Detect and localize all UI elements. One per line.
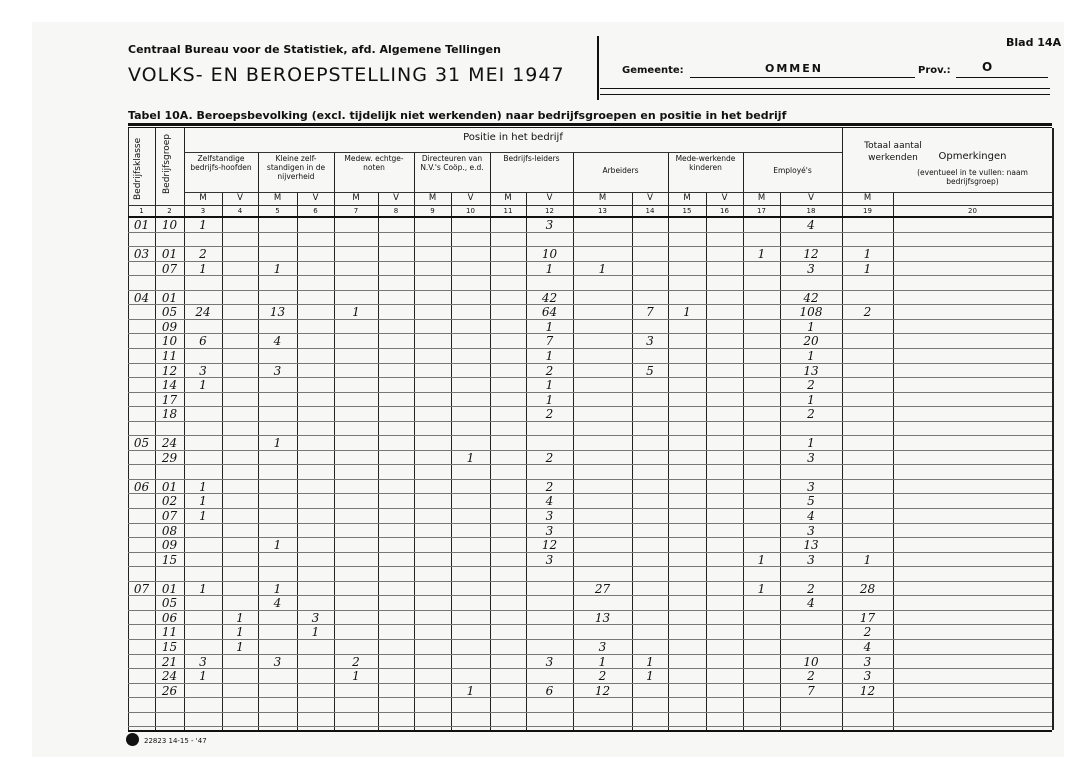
table-row-line bbox=[128, 493, 1052, 494]
table-cell: 3 bbox=[545, 552, 554, 567]
table-cell: 1 bbox=[545, 348, 554, 363]
table-cell: 3 bbox=[199, 654, 207, 669]
table-col-line bbox=[893, 192, 894, 730]
table-cell: 2 bbox=[807, 378, 815, 393]
bedrijfsklasse-header: Bedrijfsklasse bbox=[133, 137, 143, 200]
bedrijfsgroep-cell: 01 bbox=[161, 247, 178, 262]
table-cell: 7 bbox=[545, 334, 554, 349]
bedrijfsgroep-cell: 24 bbox=[161, 669, 178, 684]
col-number-11: 11 bbox=[503, 207, 513, 215]
bedrijfsklasse-cell: 05 bbox=[133, 436, 150, 451]
table-cell: 3 bbox=[199, 363, 207, 378]
table-cell: 1 bbox=[598, 261, 607, 276]
table-cell: 2 bbox=[863, 305, 872, 320]
table-cell: 2 bbox=[545, 450, 554, 465]
print-code: 22823 14-15 - '47 bbox=[144, 737, 207, 745]
col-number-5: 5 bbox=[275, 207, 280, 215]
table-cell: 1 bbox=[199, 509, 207, 523]
printer-seal-icon bbox=[126, 733, 139, 746]
form-title: VOLKS- EN BEROEPSTELLING 31 MEI 1947 bbox=[128, 64, 565, 86]
table-cell: 12 bbox=[803, 247, 819, 262]
table-cell: 1 bbox=[545, 319, 554, 334]
table-cell: 3 bbox=[545, 509, 554, 523]
col-number-2: 2 bbox=[167, 207, 172, 215]
bedrijfsklasse-cell: 07 bbox=[133, 581, 150, 596]
table-top-rule-thin bbox=[128, 127, 1052, 128]
bedrijfsgroep-cell: 02 bbox=[161, 494, 178, 509]
table-cell: 2 bbox=[545, 479, 554, 494]
mv-label-9: M bbox=[428, 193, 437, 203]
bedrijfsgroep-cell: 10 bbox=[161, 334, 178, 349]
table-right-border bbox=[1052, 128, 1054, 730]
table-row-line bbox=[128, 406, 1052, 407]
table-cell: 4 bbox=[273, 334, 282, 349]
table-cell: 2 bbox=[807, 407, 815, 422]
table-row-line bbox=[128, 712, 1052, 713]
bedrijfsgroep-cell: 10 bbox=[161, 218, 178, 232]
group-header-8: Employé's bbox=[773, 166, 812, 175]
mv-label-11: M bbox=[504, 193, 512, 203]
mv-label-7: M bbox=[352, 193, 360, 203]
table-cell: 3 bbox=[598, 639, 607, 654]
bedrijfsgroep-cell: 05 bbox=[161, 305, 178, 320]
table-cell: 1 bbox=[236, 639, 244, 654]
table-cell: 1 bbox=[199, 479, 207, 494]
table-cell: 1 bbox=[863, 261, 872, 276]
table-cell: 13 bbox=[803, 363, 819, 378]
table-cell: 1 bbox=[466, 683, 475, 698]
table-cell: 1 bbox=[757, 581, 766, 596]
col-number-19: 19 bbox=[863, 207, 872, 215]
table-cell: 1 bbox=[646, 654, 654, 669]
header-rule-positie bbox=[184, 152, 842, 153]
table-cell: 5 bbox=[807, 494, 815, 509]
table-cell: 1 bbox=[199, 581, 207, 596]
table-cell: 1 bbox=[199, 378, 207, 393]
table-cell: 1 bbox=[236, 625, 244, 640]
col-number-18: 18 bbox=[806, 207, 816, 215]
table-cell: 4 bbox=[273, 596, 282, 611]
table-row-line bbox=[128, 523, 1052, 524]
table-row-line bbox=[128, 566, 1052, 567]
gemeente-line bbox=[690, 77, 915, 78]
table-cell: 3 bbox=[273, 363, 282, 378]
prov-line bbox=[956, 77, 1048, 78]
bedrijfsgroep-cell: 08 bbox=[161, 523, 178, 538]
table-cell: 1 bbox=[863, 247, 872, 262]
table-col-line bbox=[378, 192, 379, 730]
col-number-12: 12 bbox=[545, 207, 554, 215]
table-cell: 12 bbox=[859, 683, 876, 698]
mv-label-5: M bbox=[273, 193, 282, 203]
table-row-line bbox=[128, 232, 1052, 233]
table-cell: 27 bbox=[594, 581, 611, 596]
table-cell: 3 bbox=[807, 261, 815, 276]
table-col-line bbox=[632, 192, 633, 730]
col-number-17: 17 bbox=[757, 207, 766, 215]
opmerkingen-sub: (eventueel in te vullen: naam bedrijfsgroep) bbox=[917, 168, 1028, 186]
table-cell: 1 bbox=[236, 610, 244, 625]
table-cell: 1 bbox=[352, 305, 360, 320]
table-cell: 1 bbox=[807, 392, 815, 407]
header-rule-2 bbox=[600, 94, 1050, 95]
header-rule-num bbox=[128, 205, 1052, 206]
table-cell: 1 bbox=[352, 669, 360, 684]
mv-label-4: V bbox=[237, 193, 243, 203]
table-cell: 4 bbox=[807, 509, 815, 523]
table-cell: 1 bbox=[466, 450, 475, 465]
gemeente-value: OMMEN bbox=[765, 62, 823, 75]
mv-label-10: V bbox=[467, 193, 474, 203]
table-cell: 13 bbox=[594, 610, 611, 625]
col-number-20: 20 bbox=[968, 207, 977, 215]
table-cell: 1 bbox=[807, 436, 815, 451]
bedrijfsgroep-cell: 05 bbox=[161, 596, 178, 611]
table-cell: 2 bbox=[545, 363, 554, 378]
bedrijfsklasse-cell: 04 bbox=[133, 290, 150, 305]
col-number-7: 7 bbox=[353, 207, 359, 215]
table-row-line bbox=[128, 421, 1052, 422]
bedrijfsgroep-cell: 15 bbox=[161, 552, 178, 567]
bedrijfsgroep-cell: 29 bbox=[161, 450, 178, 465]
mv-label-18: V bbox=[808, 193, 814, 203]
bedrijfsgroep-cell: 09 bbox=[161, 319, 178, 334]
col-number-15: 15 bbox=[682, 207, 692, 215]
table-cell: 2 bbox=[598, 669, 607, 684]
table-cell: 1 bbox=[757, 552, 766, 567]
table-cell: 1 bbox=[545, 392, 554, 407]
table-cell: 64 bbox=[541, 305, 558, 320]
table-bottom-rule bbox=[128, 730, 1052, 732]
table-cell: 3 bbox=[545, 654, 554, 669]
table-col-line bbox=[743, 152, 744, 730]
mv-label-14: V bbox=[647, 193, 653, 203]
bedrijfsgroep-header: Bedrijfsgroep bbox=[162, 134, 172, 194]
table-cell: 42 bbox=[803, 290, 819, 305]
table-col-line bbox=[490, 152, 491, 730]
table-cell: 1 bbox=[807, 348, 815, 363]
table-cell: 3 bbox=[545, 218, 554, 232]
col-number-8: 8 bbox=[393, 207, 399, 215]
table-cell: 1 bbox=[199, 261, 207, 276]
table-cell: 3 bbox=[311, 610, 320, 625]
table-cell: 1 bbox=[273, 436, 282, 451]
table-col-line bbox=[414, 152, 415, 730]
opmerkingen-header: Opmerkingen bbox=[938, 151, 1007, 162]
mv-label-13: M bbox=[598, 193, 607, 203]
table-cell: 6 bbox=[199, 334, 207, 349]
mv-label-15: M bbox=[683, 193, 691, 203]
col-number-3: 3 bbox=[200, 207, 206, 215]
table-row-line bbox=[128, 290, 1052, 291]
group-header-2: Kleine zelf-standigen in de nijverheid bbox=[266, 154, 326, 181]
group-header-1: Zelfstandige bedrijfs-hoofden bbox=[190, 154, 252, 172]
table-cell: 4 bbox=[863, 639, 872, 654]
table-cell: 12 bbox=[594, 683, 611, 698]
table-cell: 108 bbox=[799, 305, 823, 320]
bedrijfsgroep-cell: 01 bbox=[161, 479, 178, 494]
mv-label-3: M bbox=[199, 193, 207, 203]
table-cell: 6 bbox=[545, 683, 554, 698]
bedrijfsgroep-cell: 09 bbox=[161, 538, 178, 553]
bureau-heading: Centraal Bureau voor de Statistiek, afd. Algemene Tellingen bbox=[128, 43, 501, 56]
bedrijfsgroep-cell: 18 bbox=[161, 407, 178, 422]
col-number-13: 13 bbox=[598, 207, 607, 215]
table-cell: 3 bbox=[807, 479, 815, 494]
table-cell: 4 bbox=[807, 218, 815, 232]
bedrijfsklasse-cell: 06 bbox=[133, 479, 150, 494]
table-cell: 3 bbox=[863, 654, 872, 669]
group-header-5: Bedrijfs-leiders bbox=[503, 154, 560, 163]
table-cell: 12 bbox=[541, 538, 558, 553]
table-title: Tabel 10A. Beroepsbevolking (excl. tijdelijk niet werkenden) naar bedrijfsgroepen en positie in het bedrijf bbox=[128, 109, 787, 122]
table-row-line bbox=[128, 508, 1052, 509]
bedrijfsklasse-cell: 01 bbox=[133, 218, 150, 232]
table-cell: 1 bbox=[545, 261, 554, 276]
table-row-line bbox=[128, 464, 1052, 465]
table-cell: 2 bbox=[352, 654, 360, 669]
col-number-10: 10 bbox=[466, 207, 475, 215]
table-cell: 2 bbox=[807, 581, 815, 596]
table-cell: 1 bbox=[598, 654, 607, 669]
table-cell: 1 bbox=[273, 581, 282, 596]
col-number-1: 1 bbox=[139, 207, 144, 215]
mv-label-8: V bbox=[393, 193, 399, 203]
table-cell: 13 bbox=[269, 305, 286, 320]
group-header-7: Mede-werkende kinderen bbox=[675, 154, 736, 172]
table-cell: 10 bbox=[803, 654, 819, 669]
bedrijfsgroep-cell: 17 bbox=[161, 392, 178, 407]
table-cell: 5 bbox=[646, 363, 654, 378]
table-col-line bbox=[668, 152, 669, 730]
col-number-6: 6 bbox=[313, 207, 318, 215]
table-cell: 3 bbox=[545, 523, 554, 538]
bedrijfsgroep-cell: 24 bbox=[161, 436, 178, 451]
col-number-16: 16 bbox=[720, 207, 729, 215]
table-cell: 1 bbox=[863, 552, 872, 567]
group-header-6: Arbeiders bbox=[602, 166, 639, 175]
totaal-header: Totaal aantal werkenden bbox=[864, 141, 922, 163]
table-cell: 1 bbox=[199, 494, 207, 509]
col-number-14: 14 bbox=[645, 207, 655, 215]
bedrijfsgroep-cell: 26 bbox=[161, 683, 178, 698]
mv-label-17: M bbox=[757, 193, 766, 203]
table-cell: 24 bbox=[195, 305, 211, 320]
prov-value: O bbox=[982, 60, 993, 74]
mv-label-19: M bbox=[863, 193, 872, 203]
table-cell: 2 bbox=[199, 247, 207, 262]
table-cell: 1 bbox=[683, 305, 691, 320]
table-cell: 28 bbox=[859, 581, 876, 596]
table-cell: 1 bbox=[757, 247, 766, 262]
bedrijfsgroep-cell: 11 bbox=[161, 625, 178, 640]
table-row-line bbox=[128, 246, 1052, 247]
prov-label: Prov.: bbox=[918, 65, 951, 76]
table-top-rule bbox=[128, 123, 1052, 126]
table-cell: 1 bbox=[646, 669, 654, 684]
table-cell: 1 bbox=[311, 625, 320, 640]
table-row-line bbox=[128, 726, 1052, 727]
table-cell: 2 bbox=[863, 625, 872, 640]
table-cell: 1 bbox=[545, 378, 554, 393]
table-cell: 17 bbox=[859, 610, 876, 625]
table-cell: 4 bbox=[807, 596, 815, 611]
col-number-4: 4 bbox=[237, 207, 243, 215]
bedrijfsgroep-cell: 21 bbox=[161, 654, 178, 669]
table-cell: 2 bbox=[807, 669, 815, 684]
table-cell: 1 bbox=[807, 319, 815, 334]
bedrijfsgroep-cell: 15 bbox=[161, 639, 178, 654]
bedrijfsgroep-cell: 12 bbox=[161, 363, 178, 378]
table-cell: 3 bbox=[807, 450, 815, 465]
table-cell: 3 bbox=[273, 654, 282, 669]
bedrijfsgroep-cell: 07 bbox=[161, 261, 178, 276]
table-cell: 4 bbox=[545, 494, 554, 509]
table-col-line bbox=[706, 192, 707, 730]
table-cell: 7 bbox=[646, 305, 654, 320]
header-divider bbox=[597, 36, 599, 100]
bedrijfsgroep-cell: 11 bbox=[161, 348, 178, 363]
bedrijfsgroep-cell: 06 bbox=[161, 610, 178, 625]
group-header-3: Medew. echtge-noten bbox=[344, 154, 404, 172]
bedrijfsgroep-cell: 07 bbox=[161, 509, 178, 523]
table-cell: 3 bbox=[646, 334, 654, 349]
table-cell: 1 bbox=[273, 261, 282, 276]
table-cell: 42 bbox=[541, 290, 558, 305]
table-row-line bbox=[128, 392, 1052, 393]
bedrijfsgroep-cell: 14 bbox=[161, 378, 178, 393]
table-cell: 13 bbox=[803, 538, 819, 553]
table-row-line bbox=[128, 479, 1052, 480]
header-rule-body bbox=[128, 216, 1052, 218]
table-cell: 1 bbox=[199, 218, 207, 232]
table-cell: 7 bbox=[807, 683, 815, 698]
table-cell: 1 bbox=[273, 538, 282, 553]
mv-label-12: V bbox=[546, 193, 553, 203]
positie-header: Positie in het bedrijf bbox=[463, 132, 563, 143]
table-cell: 20 bbox=[803, 334, 819, 349]
col-number-9: 9 bbox=[430, 207, 435, 215]
table-cell: 3 bbox=[863, 669, 872, 684]
blad-number: Blad 14A bbox=[1006, 36, 1062, 49]
table-cell: 3 bbox=[807, 552, 815, 567]
table-col-line bbox=[334, 152, 335, 730]
table-cell: 1 bbox=[199, 669, 207, 684]
mv-label-6: V bbox=[312, 193, 319, 203]
header-rule-1 bbox=[600, 88, 1050, 89]
bedrijfsgroep-cell: 01 bbox=[161, 581, 178, 596]
table-cell: 3 bbox=[807, 523, 815, 538]
bedrijfsklasse-cell: 03 bbox=[133, 247, 150, 262]
group-header-4: Directeuren van N.V.'s Coöp., e.d. bbox=[420, 154, 484, 172]
table-cell: 2 bbox=[545, 407, 554, 422]
table-col-line bbox=[297, 192, 298, 730]
gemeente-label: Gemeente: bbox=[622, 65, 684, 76]
bedrijfsgroep-cell: 01 bbox=[161, 290, 178, 305]
table-cell: 10 bbox=[541, 247, 558, 262]
mv-label-16: V bbox=[721, 193, 728, 203]
